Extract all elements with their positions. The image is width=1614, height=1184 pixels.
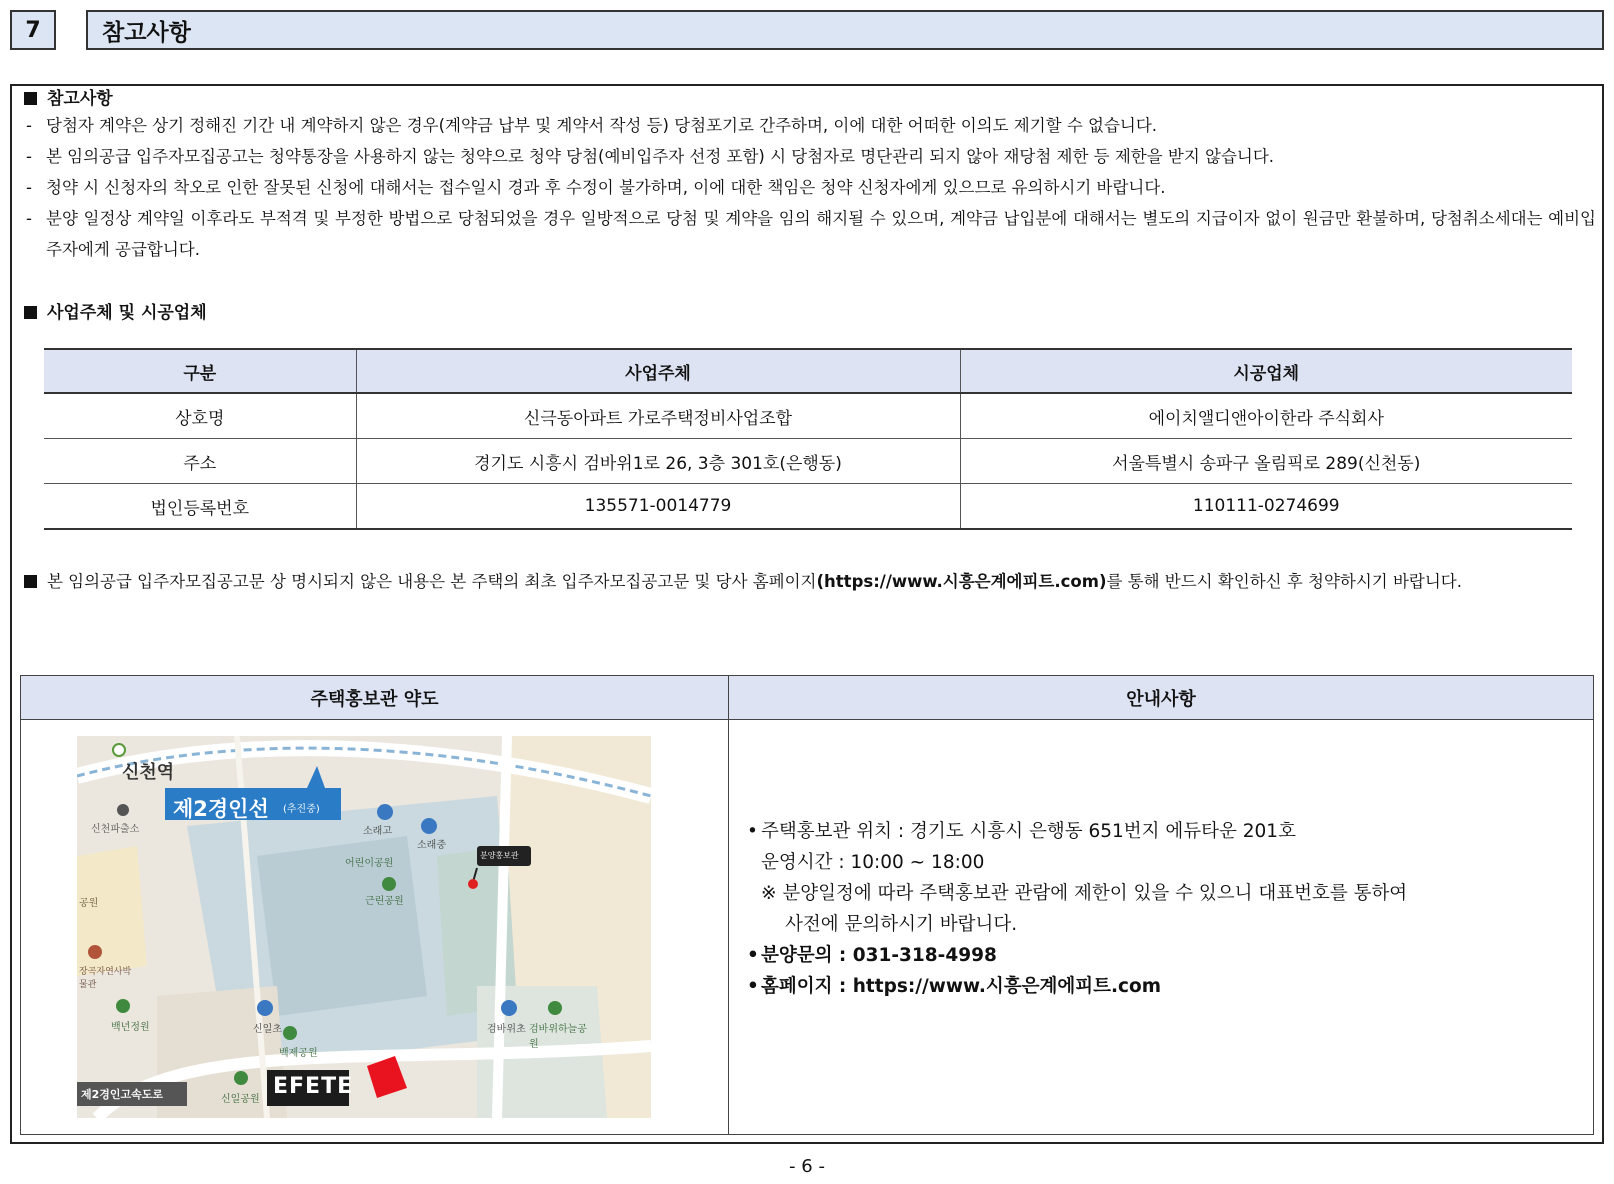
table-cell: 상호명 bbox=[44, 393, 356, 439]
map-label-line: 제2경인선 bbox=[173, 797, 269, 821]
page-number: - 6 - bbox=[789, 1156, 825, 1177]
table-row bbox=[44, 439, 1572, 484]
homepage-link[interactable]: (https://www.시흥은계에피트.com) bbox=[816, 572, 1107, 591]
table-cell: 주소 bbox=[44, 439, 356, 484]
note-item: - 당첨자 계약은 상기 정해진 기간 내 계약하지 않은 경우(계약금 납부 및 계약서 작성 등) 당첨포기로 간주하며, 이에 대한 어떠한 이의도 제기할 수 없습니다. bbox=[26, 116, 1158, 135]
table-cell: 서울특별시 송파구 올림픽로 289(신천동) bbox=[960, 439, 1572, 484]
guide-item-caution: ※ 분양일정에 따라 주택홍보관 관람에 제한이 있을 수 있으니 대표번호를 통하여 bbox=[761, 883, 1408, 904]
square-bullet-icon bbox=[24, 92, 37, 105]
map-label-school: 소래고 bbox=[363, 826, 392, 837]
map-label-park: 근린공원 bbox=[365, 896, 404, 907]
guide-item-hours: 운영시간 : 10:00 ~ 18:00 bbox=[761, 852, 985, 873]
map-label-park: 백년정원 bbox=[111, 1022, 150, 1033]
section-number: 7 bbox=[10, 10, 56, 50]
content-box bbox=[10, 84, 1604, 1144]
bullet-icon: • bbox=[747, 821, 758, 842]
guide-item-homepage[interactable]: • 홈페이지 : https://www.시흥은계에피트.com bbox=[761, 971, 1561, 1002]
bullet-icon: • bbox=[747, 945, 759, 966]
map-label-school: 소래중 bbox=[417, 840, 446, 851]
map-label-station: 신천역 bbox=[122, 762, 175, 783]
map-label-park: 검바위하늘공원 bbox=[529, 1024, 587, 1050]
guide-item-inquiry: • 분양문의 : 031-318-4998 bbox=[761, 940, 1561, 971]
square-bullet-icon bbox=[24, 306, 37, 319]
table-cell: 법인등록번호 bbox=[44, 484, 356, 530]
map-label-school: 검바위초 bbox=[487, 1024, 526, 1035]
map-label-school: 신일초 bbox=[253, 1024, 282, 1035]
info-table bbox=[20, 675, 1594, 1135]
column-header: 구분 bbox=[44, 349, 356, 393]
map-label-misc: 공원 bbox=[79, 898, 99, 909]
bullet-icon: • bbox=[747, 976, 759, 997]
notes-heading: 참고사항 bbox=[24, 84, 113, 109]
table-cell: 에이치앨디앤아이한라 주식회사 bbox=[960, 393, 1572, 439]
notice-paragraph: 본 임의공급 입주자모집공고문 상 명시되지 않은 내용은 본 주택의 최초 입주자모집공고문 및 당사 홈페이지(https://www.시흥은계에피트.com)를 통해 반드시 확인하신 후 청약하시기 바랍니다. bbox=[24, 566, 1580, 597]
column-divider bbox=[728, 676, 729, 1134]
map-label-park: 백제공원 bbox=[279, 1048, 318, 1059]
column-header: 사업주체 bbox=[356, 349, 960, 393]
map-graphic bbox=[77, 736, 651, 1118]
square-bullet-icon bbox=[24, 575, 37, 588]
note-item: - 청약 시 신청자의 착오로 인한 잘못된 신청에 대해서는 접수일시 경과 후 수정이 불가하며, 이에 대한 책임은 청약 신청자에게 있으므로 유의하시기 바랍니다. bbox=[26, 178, 1166, 197]
table-row bbox=[44, 393, 1572, 439]
guide-header: 안내사항 bbox=[729, 676, 1593, 720]
guide-item-location: • 주택홍보관 위치 : 경기도 시흥시 은행동 651번지 에듀타운 201호 bbox=[761, 816, 1561, 847]
guide-list bbox=[747, 816, 1561, 1002]
map-label-park: 신일공원 bbox=[221, 1094, 260, 1105]
map-header: 주택홍보관 약도 bbox=[21, 676, 728, 720]
map-label-museum: 장곡자연사박물관 bbox=[79, 967, 132, 990]
map-label-brand: EFETE bbox=[273, 1074, 354, 1099]
table-row bbox=[44, 484, 1572, 530]
companies-table bbox=[44, 348, 1572, 530]
map-label-showroom: 분양홍보관 bbox=[480, 851, 519, 860]
table-cell: 110111-0274699 bbox=[960, 484, 1572, 530]
column-header: 시공업체 bbox=[960, 349, 1572, 393]
note-item: - 분양 일정상 계약일 이후라도 부적격 및 부정한 방법으로 당첨되었을 경우 일방적으로 당첨 및 계약을 임의 해지될 수 있으며, 계약금 납입분에 대해서는 별도의 지급이자 없이 원금만 환불하며, 당첨취소세대는 예비입주자에게 공급합니다. bbox=[26, 209, 1596, 259]
table-cell: 135571-0014779 bbox=[356, 484, 960, 530]
table-cell: 신극동아파트 가로주택정비사업조합 bbox=[356, 393, 960, 439]
companies-heading: 사업주체 및 시공업체 bbox=[24, 298, 207, 323]
table-cell: 경기도 시흥시 검바위1로 26, 3층 301호(은행동) bbox=[356, 439, 960, 484]
map-label-police: 신천파출소 bbox=[91, 824, 140, 835]
location-map bbox=[77, 736, 651, 1118]
map-label-highway: 제2경인고속도로 bbox=[81, 1088, 164, 1101]
map-label-park: 어린이공원 bbox=[345, 858, 394, 869]
map-label-line-note: (추진중) bbox=[283, 804, 320, 815]
note-item: - 본 임의공급 입주자모집공고는 청약통장을 사용하지 않는 청약으로 청약 당첨(예비입주자 선정 포함) 시 당첨자로 명단관리 되지 않아 재당첨 제한 등 제한을 받지 않습니다. bbox=[26, 147, 1275, 166]
table-header-row bbox=[44, 349, 1572, 393]
section-title: 참고사항 bbox=[86, 10, 1604, 50]
guide-item-caution-cont: 사전에 문의하시기 바랍니다. bbox=[785, 914, 1018, 935]
